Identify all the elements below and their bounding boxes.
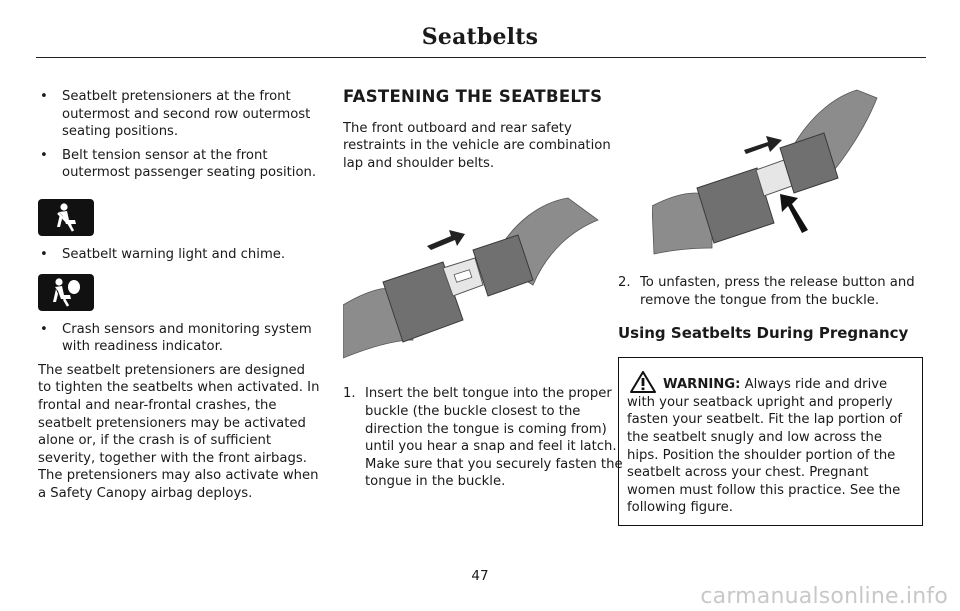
- warning-triangle-icon: [629, 370, 657, 394]
- column-left: [38, 88, 320, 503]
- list-item: [38, 88, 320, 141]
- section-heading: FASTENING THE SEATBELTS: [343, 87, 603, 106]
- bullet-text: Seatbelt pretensioners at the front outermost and second row outermost seating positions.: [62, 89, 311, 140]
- watermark: carmanualsonline.info: [700, 584, 948, 609]
- release-buckle-illustration: [652, 88, 902, 258]
- page-title: Seatbelts: [421, 24, 539, 50]
- warning-box: [618, 357, 923, 526]
- airbag-readiness-light-icon: [38, 274, 94, 311]
- column-right: [618, 88, 923, 526]
- bullet-dot: •: [40, 321, 48, 337]
- warning-label: WARNING:: [663, 376, 741, 392]
- list-item: [38, 321, 320, 356]
- bullet-dot: •: [40, 246, 48, 262]
- intro-paragraph: The front outboard and rear safety restraints in the vehicle are combination lap and shoulder belts.: [343, 120, 611, 171]
- bullet-text: Crash sensors and monitoring system with readiness indicator.: [62, 321, 312, 355]
- bullet-dot: •: [40, 147, 48, 163]
- bullet-dot: •: [40, 89, 48, 104]
- bullet-text: Belt tension sensor at the front outermost passenger seating position.: [62, 147, 317, 181]
- seated-person-icon: [49, 202, 83, 232]
- step-item: [343, 385, 623, 491]
- step-text: Insert the belt tongue into the proper buckle (the buckle closest to the direction the tongue is coming from) until you hear a snap and feel it latch. Make sure that you securely fasten the tongue in the buckle.: [365, 386, 623, 490]
- bullet-text: Seatbelt warning light and chime.: [62, 246, 286, 262]
- seatbelt-warning-light-icon: [38, 199, 94, 236]
- step-number: 1.: [343, 386, 356, 402]
- step-item: [618, 274, 923, 309]
- warning-text: Always ride and drive with your seatback upright and properly fasten your seatbelt. Fit the lap portion of the seatbelt snugly and low across the hips. Position the shoulder portion of the seatbelt across your chest. Pregnant women must follow this practice. See the following figure.: [627, 376, 903, 516]
- column-middle: [343, 88, 623, 491]
- list-item: [38, 147, 320, 182]
- airbag-person-icon: [47, 277, 85, 307]
- insert-tongue-illustration: [343, 190, 603, 365]
- subsection-heading: Using Seatbelts During Pregnancy: [618, 324, 909, 343]
- step-number: 2.: [618, 275, 631, 290]
- page-number: 47: [471, 568, 489, 584]
- list-item: [38, 246, 320, 264]
- header-divider: [36, 57, 926, 58]
- step-text: To unfasten, press the release button and remove the tongue from the buckle.: [640, 275, 915, 308]
- pretensioner-paragraph: The seatbelt pretensioners are designed to tighten the seatbelts when activated. In frontal and near-frontal crashes, the seatbelt pretensioners may be activated alone or, if the crash is of sufficient severity, together with the front airbags. The pretensioners may also activate when a Safety Canopy airbag deploys.: [38, 362, 320, 501]
